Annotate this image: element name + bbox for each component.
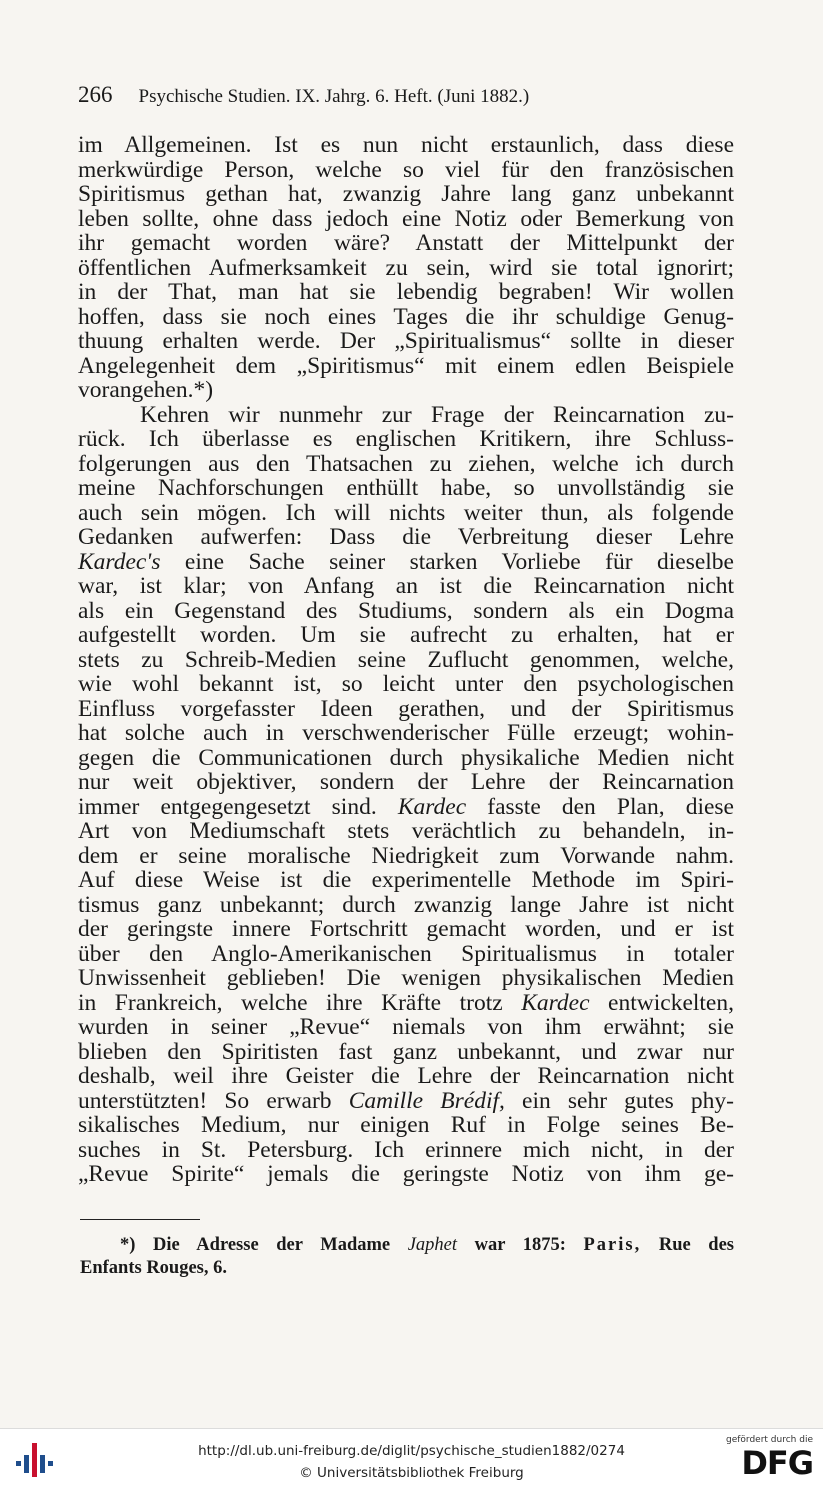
text-line: der geringste innere Fortschritt gemacht worden, und er ist bbox=[78, 916, 734, 942]
text-segment: ein sehr gutes phy- bbox=[504, 1087, 734, 1114]
text-line: wurden in seiner „Revue“ niemals von ihm erwähnt; sie bbox=[78, 1014, 734, 1040]
text-line: dem er seine moralische Niedrigkeit zum Vorwande nahm. bbox=[78, 842, 734, 869]
footnote-city: Paris, bbox=[583, 1235, 642, 1255]
running-header bbox=[78, 82, 738, 108]
text-line: „Revue Spirite“ jemals die geringste Notiz von ihm ge- bbox=[78, 1161, 734, 1187]
text-line: folgerungen aus den Thatsachen zu ziehen, welche ich durch bbox=[78, 450, 734, 477]
text-line: öffentlichen Aufmerksamkeit zu sein, wird sie total ignorirt; bbox=[78, 254, 734, 281]
text-line: auch sein mögen. Ich will nichts weiter thun, als folgende bbox=[78, 499, 734, 526]
text-line: als ein Gegenstand des Studiums, sondern als ein Dogma bbox=[78, 597, 734, 624]
text-segment: entwickelten, bbox=[589, 989, 734, 1016]
text-line bbox=[78, 795, 734, 820]
text-line: wie wohl bekannt ist, so leicht unter den psychologischen bbox=[78, 671, 734, 697]
text-line: vorangehen.*) bbox=[78, 377, 214, 403]
dfg-logo-icon bbox=[725, 1435, 813, 1483]
page-number: 266 bbox=[78, 82, 113, 107]
text-line: sikalisches Medium, nur einigen Ruf in Folge seines Be- bbox=[78, 1112, 734, 1138]
text-line: merkwürdige Person, welche so viel für den französischen bbox=[78, 156, 734, 183]
text-line: rück. Ich überlasse es englischen Kritikern, ihre Schluss- bbox=[78, 426, 734, 452]
text-line: thuung erhalten werde. Der „Spiritualismus“ sollte in dieser bbox=[78, 328, 734, 354]
footnote-text: war 1875: bbox=[457, 1235, 584, 1255]
text-segment: in Frankreich, welche ihre Kräfte trotz bbox=[78, 989, 522, 1016]
viewer-footer bbox=[0, 1428, 823, 1488]
footnote-line: Enfants Rouges, 6. bbox=[80, 1258, 227, 1278]
footnote-text: Rue des bbox=[641, 1235, 735, 1255]
text-line: Unwissenheit geblieben! Die wenigen physikalischen Medien bbox=[78, 965, 734, 991]
text-line: deshalb, weil ihre Geister die Lehre der Reincarnation nicht bbox=[78, 1063, 734, 1089]
footnote-name: Japhet bbox=[407, 1235, 458, 1255]
text-line: in der That, man hat sie lebendig begraben! Wir wollen bbox=[78, 279, 734, 305]
italic-name: Kardec's bbox=[78, 548, 161, 575]
text-segment: unterstützten! So erwarb bbox=[78, 1087, 349, 1114]
source-url[interactable]: http://dl.ub.uni-freiburg.de/diglit/psychische_studien1882/0274 bbox=[198, 1443, 625, 1459]
dfg-logo-text: DFG bbox=[741, 1444, 813, 1482]
italic-name: Kardec bbox=[397, 793, 467, 820]
text-line: tismus ganz unbekannt; durch zwanzig lange Jahre ist nicht bbox=[78, 891, 734, 918]
text-line: Art von Mediumschaft stets verächtlich zu behandeln, in- bbox=[78, 818, 734, 844]
footnote-separator bbox=[80, 1219, 200, 1220]
text-line: Spiritismus gethan hat, zwanzig Jahre lang ganz unbekannt bbox=[78, 181, 734, 207]
text-line bbox=[78, 991, 734, 1016]
text-segment: immer entgegengesetzt sind. bbox=[78, 793, 398, 820]
text-line: stets zu Schreib-Medien seine Zuflucht genommen, welche, bbox=[78, 646, 734, 673]
running-title: Psychische Studien. IX. Jahrg. 6. Heft. (Juni 1882.) bbox=[138, 86, 530, 107]
body-text bbox=[78, 133, 734, 1187]
footnote-text: *) Die Adresse der Madame bbox=[120, 1235, 408, 1255]
text-line: Einfluss vorgefasster Ideen gerathen, und der Spiritismus bbox=[78, 695, 734, 722]
copyright-notice: © Universitätsbibliothek Freiburg bbox=[299, 1465, 524, 1481]
text-line: nur weit objektiver, sondern der Lehre der Reincarnation bbox=[78, 769, 734, 795]
text-line: im Allgemeinen. Ist es nun nicht erstaunlich, dass diese bbox=[78, 132, 734, 158]
text-line: Kehren wir nunmehr zur Frage der Reincarnation zu- bbox=[140, 401, 734, 428]
italic-name: Kardec bbox=[521, 989, 590, 1016]
text-line: war, ist klar; von Anfang an ist die Reincarnation nicht bbox=[78, 573, 734, 599]
italic-name: Camille Brédif, bbox=[348, 1087, 505, 1114]
text-line: aufgestellt worden. Um sie aufrecht zu erhalten, hat er bbox=[78, 622, 734, 648]
text-line: hoffen, dass sie noch eines Tages die ihr schuldige Genug- bbox=[78, 303, 734, 330]
text-line: suches in St. Petersburg. Ich erinnere mich nicht, in der bbox=[78, 1136, 734, 1163]
text-line: blieben den Spiritisten fast ganz unbekannt, und zwar nur bbox=[78, 1038, 734, 1065]
text-line: über den Anglo-Amerikanischen Spiritualismus in totaler bbox=[78, 940, 734, 967]
footnote-line bbox=[80, 1234, 734, 1257]
text-line: hat solche auch in verschwenderischer Fülle erzeugt; wohin- bbox=[78, 720, 734, 746]
text-line: leben sollte, ohne dass jedoch eine Notiz oder Bemerkung von bbox=[78, 205, 734, 232]
footnote bbox=[80, 1234, 734, 1280]
text-line: Auf diese Weise ist die experimentelle Methode im Spiri- bbox=[78, 867, 734, 893]
text-line: meine Nachforschungen enthüllt habe, so unvollständig sie bbox=[78, 475, 734, 501]
text-line: Angelegenheit dem „Spiritismus“ mit einem edlen Beispiele bbox=[78, 352, 734, 379]
text-line bbox=[78, 550, 734, 575]
text-line: gegen die Communicationen durch physikaliche Medien nicht bbox=[78, 744, 734, 771]
text-segment: fasste den Plan, diese bbox=[466, 793, 734, 820]
text-line: Gedanken aufwerfen: Dass die Verbreitung dieser Lehre bbox=[78, 524, 734, 550]
text-line: ihr gemacht worden wäre? Anstatt der Mittelpunkt der bbox=[78, 230, 734, 256]
dfg-tagline: gefördert durch die bbox=[726, 1435, 813, 1445]
text-segment: eine Sache seiner starken Vorliebe für dieselbe bbox=[160, 548, 734, 575]
text-line bbox=[78, 1089, 734, 1114]
